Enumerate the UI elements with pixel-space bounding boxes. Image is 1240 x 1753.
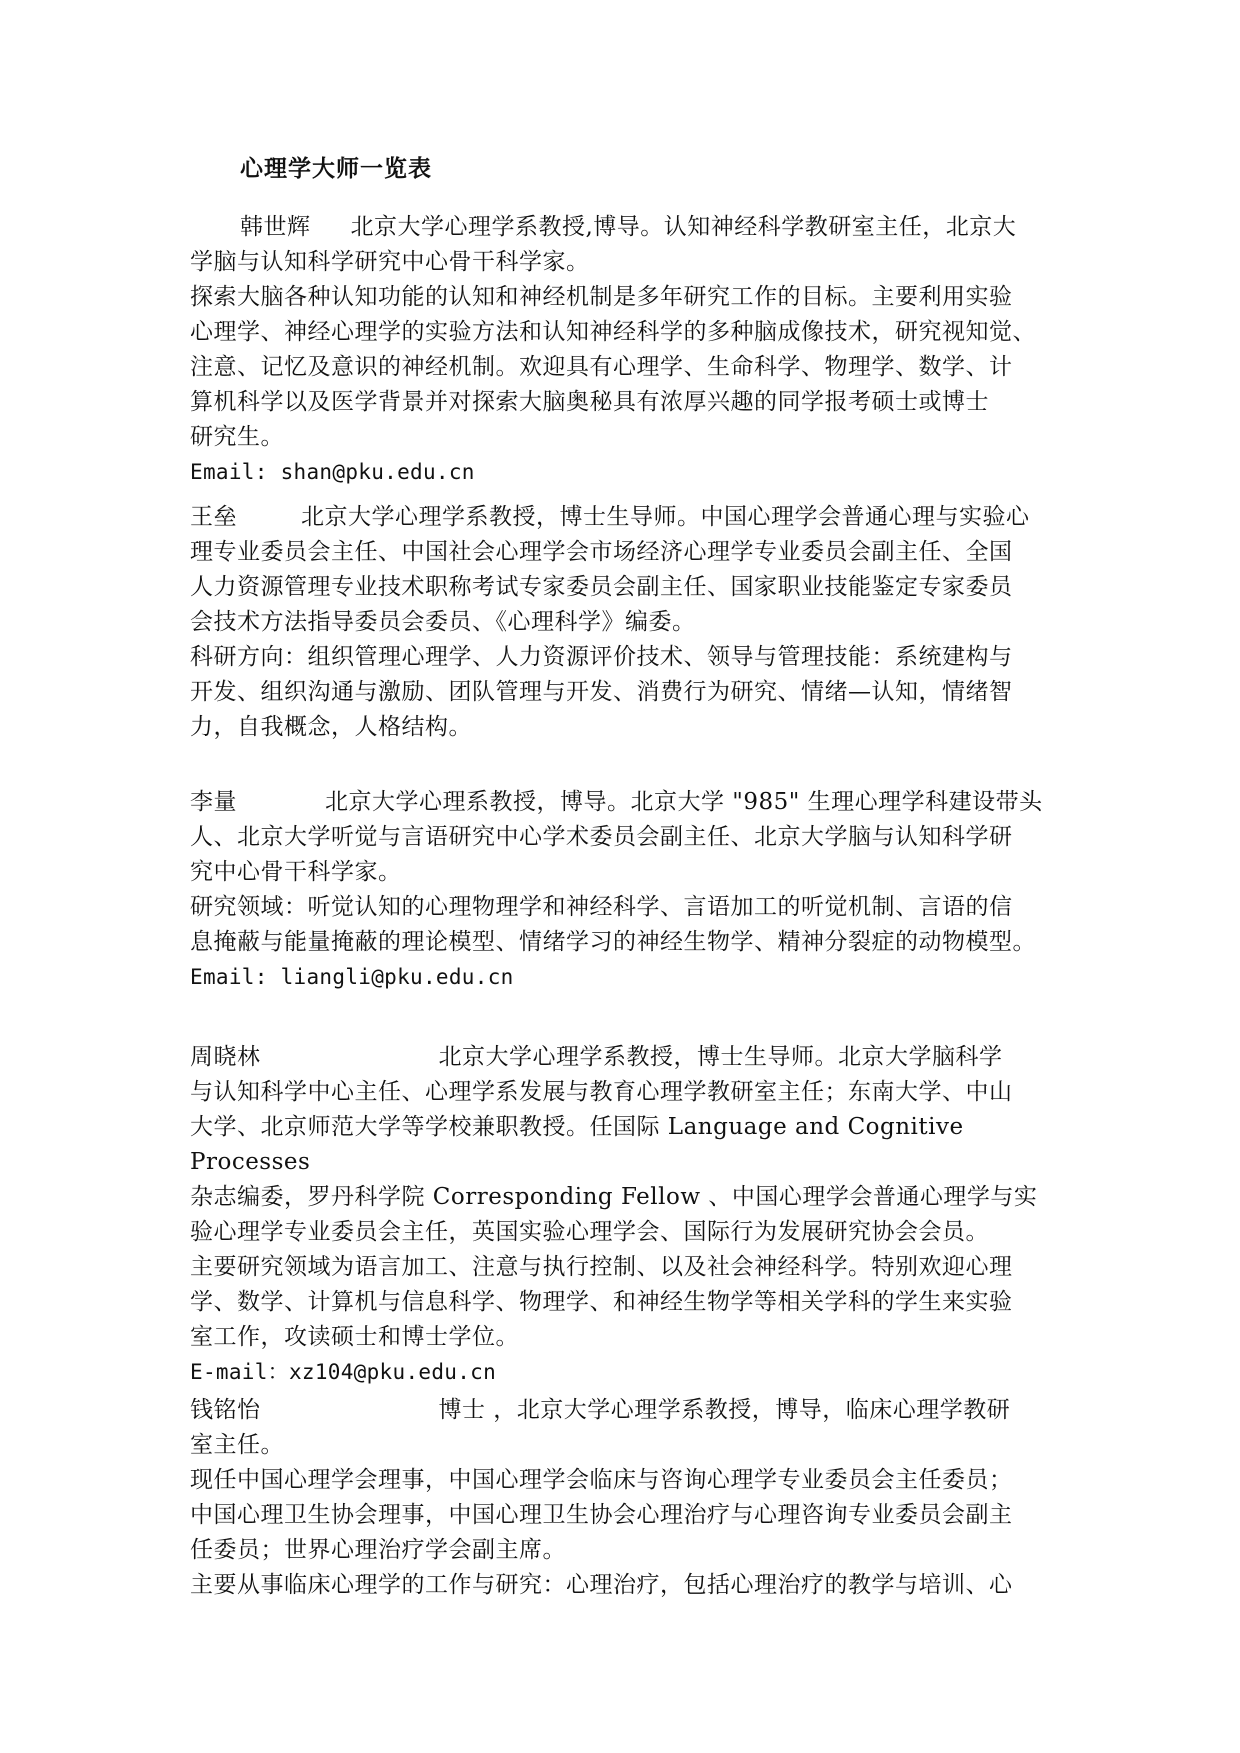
profile-text-line: 验心理学专业委员会主任，英国实验心理学会、国际行为发展研究协会会员。	[190, 1219, 989, 1245]
profile-text-line: 与认知科学中心主任、心理学系发展与教育心理学教研室主任；东南大学、中山	[190, 1079, 1013, 1105]
profile-text-line: 人、北京大学听觉与言语研究中心学术委员会副主任、北京大学脑与认知科学研	[190, 824, 1013, 850]
profile-header-line	[190, 210, 1070, 245]
profile-text-line: 究中心骨干科学家。	[190, 859, 402, 885]
profile-text-line: 注意、记忆及意识的神经机制。欢迎具有心理学、生命科学、物理学、数学、计	[190, 354, 1013, 380]
profile-header-line	[190, 785, 1070, 820]
profile-text-line: 研究领域：听觉认知的心理物理学和神经科学、言语加工的听觉机制、言语的信	[190, 894, 1013, 920]
profile-text-line: 研究生。	[190, 424, 284, 450]
profile-text-line: 杂志编委，罗丹科学院 Corresponding Fellow 、中国心理学会普通心理学与实	[190, 1184, 1038, 1210]
profile-header-line	[190, 1040, 1070, 1075]
profile-text-line: 人力资源管理专业技术职称考试专家委员会副主任、国家职业技能鉴定专家委员	[190, 574, 1013, 600]
profile-entry-zhou-xiaolin	[190, 1040, 1070, 1390]
profile-email: Email: shan@pku.edu.cn	[190, 460, 475, 484]
profile-text-line: 中国心理卫生协会理事，中国心理卫生协会心理治疗与心理咨询专业委员会副主	[190, 1502, 1013, 1528]
profile-entry-han-shihui	[190, 210, 1070, 490]
profile-text-line: 科研方向：组织管理心理学、人力资源评价技术、领导与管理技能：系统建构与	[190, 644, 1013, 670]
profile-text-line: 现任中国心理学会理事，中国心理学会临床与咨询心理学专业委员会主任委员；	[190, 1467, 1013, 1493]
profile-text-line: 北京大学心理学系教授，博士生导师。北京大学脑科学	[438, 1044, 1003, 1070]
profile-text-line: 主要研究领域为语言加工、注意与执行控制、以及社会神经科学。特别欢迎心理	[190, 1254, 1013, 1280]
profile-entry-qian-mingyi	[190, 1393, 1070, 1603]
profile-text-line: 学、数学、计算机与信息科学、物理学、和神经生物学等相关学科的学生来实验	[190, 1289, 1013, 1315]
profile-text-line: 开发、组织沟通与激励、团队管理与开发、消费行为研究、情绪—认知，情绪智	[190, 679, 1013, 705]
profile-text-line: 室工作，攻读硕士和博士学位。	[190, 1324, 519, 1350]
profile-entry-wang-lei	[190, 500, 1070, 745]
profile-name: 钱铭怡	[190, 1397, 261, 1423]
profile-header-line	[190, 500, 1070, 535]
profile-name: 韩世辉	[240, 214, 311, 240]
profile-text-line: 北京大学心理学系教授，博士生导师。中国心理学会普通心理与实验心	[301, 504, 1030, 530]
profile-text-line: 息掩蔽与能量掩蔽的理论模型、情绪学习的神经生物学、精神分裂症的动物模型。	[190, 929, 1036, 955]
profile-text-line: 大学、北京师范大学等学校兼职教授。任国际 Language and Cognitive Processes	[190, 1114, 964, 1175]
profile-text-line: 探索大脑各种认知功能的认知和神经机制是多年研究工作的目标。主要利用实验	[190, 284, 1013, 310]
profile-email: E-mail：xz104@pku.edu.cn	[190, 1360, 497, 1384]
document-title: 心理学大师一览表	[240, 155, 432, 182]
profile-name: 王垒	[190, 504, 237, 530]
profile-header-line	[190, 1393, 1070, 1428]
profile-name: 李量	[190, 789, 237, 815]
profile-text-line: 会技术方法指导委员会委员、《心理科学》编委。	[190, 609, 696, 635]
profile-text-line: 博士 ，北京大学心理学系教授，博导，临床心理学教研	[438, 1397, 1011, 1423]
profile-text-line: 主要从事临床心理学的工作与研究：心理治疗，包括心理治疗的教学与培训、心	[190, 1572, 1013, 1598]
profile-text-line: 北京大学心理学系教授,博导。认知神经科学教研室主任，北京大	[350, 214, 1017, 240]
profile-text-line: 算机科学以及医学背景并对探索大脑奥秘具有浓厚兴趣的同学报考硕士或博士	[190, 389, 989, 415]
profile-text-line: 北京大学心理系教授，博导。北京大学 "985" 生理心理学科建设带头	[325, 789, 1043, 815]
profile-text-line: 学脑与认知科学研究中心骨干科学家。	[190, 249, 590, 275]
profile-text-line: 力，自我概念，人格结构。	[190, 714, 472, 740]
profile-text-line: 室主任。	[190, 1432, 284, 1458]
profile-name: 周晓林	[190, 1044, 261, 1070]
profile-entry-li-liang	[190, 785, 1070, 995]
profile-email: Email: liangli@pku.edu.cn	[190, 965, 514, 989]
profile-text-line: 任委员；世界心理治疗学会副主席。	[190, 1537, 566, 1563]
profile-text-line: 心理学、神经心理学的实验方法和认知神经科学的多种脑成像技术，研究视知觉、	[190, 319, 1036, 345]
profile-text-line: 理专业委员会主任、中国社会心理学会市场经济心理学专业委员会副主任、全国	[190, 539, 1013, 565]
